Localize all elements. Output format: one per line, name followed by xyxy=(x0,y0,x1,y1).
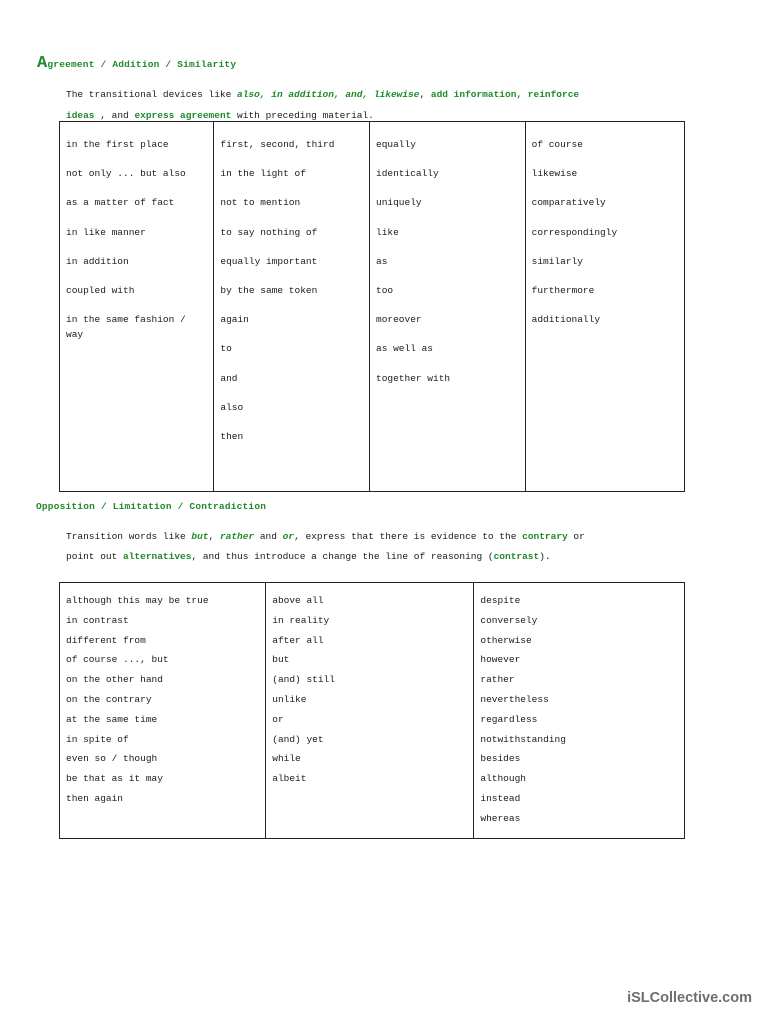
list-item: to xyxy=(220,343,232,355)
list-item: as well as xyxy=(376,343,434,355)
intro-highlight: rather xyxy=(219,531,255,542)
intro-line-1 xyxy=(66,531,666,542)
list-item: in reality xyxy=(272,614,330,626)
list-item: of course xyxy=(531,139,583,150)
list-item: in the first place xyxy=(66,139,169,150)
table-column xyxy=(214,122,370,492)
table-column xyxy=(370,122,526,492)
list-item: together with xyxy=(376,372,451,384)
intro-text: , express that there is evidence to the xyxy=(294,531,523,542)
intro-text: ). xyxy=(539,551,551,562)
list-item: as xyxy=(376,255,388,267)
list-item: (and) still xyxy=(272,674,335,686)
list-item: of course ..., but xyxy=(66,654,169,666)
intro-line-1 xyxy=(66,89,666,100)
list-item: like xyxy=(376,226,399,238)
list-item: likewise xyxy=(531,168,578,180)
table-column xyxy=(60,122,214,492)
list-item: notwithstanding xyxy=(480,733,566,745)
list-item: then xyxy=(220,430,244,442)
intro-text: point out xyxy=(66,551,124,562)
list-item: at the same time xyxy=(66,713,158,725)
title-initial: A xyxy=(37,54,48,73)
list-item: as a matter of fact xyxy=(66,197,175,209)
list-item: although xyxy=(480,773,526,785)
list-item: coupled with xyxy=(66,284,135,296)
list-item: above all xyxy=(272,595,324,606)
list-item: first, second, third xyxy=(220,139,335,150)
list-item: equally important xyxy=(220,255,318,267)
intro-highlight: contrary xyxy=(522,531,568,542)
intro-highlight: alternatives xyxy=(123,551,192,562)
list-item: albeit xyxy=(272,773,307,785)
intro-text: , and thus introduce a change the line of reasoning ( xyxy=(191,551,494,562)
intro-highlight: add information, reinforce xyxy=(430,89,580,100)
list-item: conversely xyxy=(480,614,538,626)
list-item: (and) yet xyxy=(272,733,324,745)
list-item: in the same fashion / way xyxy=(66,314,186,340)
list-item: in contrast xyxy=(66,614,129,626)
list-item: nevertheless xyxy=(480,693,549,705)
section-title-agreement xyxy=(37,54,236,73)
intro-line-2 xyxy=(66,110,666,121)
list-item: then again xyxy=(66,792,124,804)
list-item: too xyxy=(376,284,394,296)
list-item: additionally xyxy=(531,314,601,326)
list-item: correspondingly xyxy=(531,226,618,238)
list-item: and xyxy=(220,372,238,384)
intro-highlight: contrast xyxy=(493,551,540,562)
list-item: in like manner xyxy=(66,226,146,238)
intro-highlight: also, in addition, and, likewise xyxy=(237,89,420,100)
list-item: otherwise xyxy=(480,634,532,646)
intro-highlight: express agreement xyxy=(134,110,232,121)
list-item: to say nothing of xyxy=(220,226,318,238)
list-item: by the same token xyxy=(220,284,318,296)
list-item: comparatively xyxy=(531,197,606,209)
table-column xyxy=(525,122,684,492)
list-item: be that as it may xyxy=(66,773,163,785)
intro-text: or xyxy=(567,531,585,542)
opposition-table xyxy=(59,582,685,839)
list-item: in the light of xyxy=(220,168,306,180)
list-item: or xyxy=(272,713,284,725)
list-item: despite xyxy=(480,595,521,606)
list-item: moreover xyxy=(376,314,422,326)
list-item: even so / though xyxy=(66,753,158,765)
list-item: after all xyxy=(272,634,324,646)
list-item: similarly xyxy=(531,255,583,267)
section-title-opposition: Opposition / Limitation / Contradiction xyxy=(36,501,267,512)
intro-text: Transition words like xyxy=(66,531,192,542)
intro-text: and xyxy=(254,531,283,542)
list-item: instead xyxy=(480,792,521,804)
list-item: while xyxy=(272,753,301,765)
table-row xyxy=(60,583,685,839)
list-item: in addition xyxy=(66,255,129,267)
intro-text: , xyxy=(208,531,220,542)
list-item: furthermore xyxy=(531,284,595,296)
table-column xyxy=(266,583,474,839)
list-item: different from xyxy=(66,634,146,646)
list-item: regardless xyxy=(480,713,538,725)
intro-text: , xyxy=(419,89,431,100)
intro-line-2 xyxy=(66,551,666,562)
list-item: on the other hand xyxy=(66,674,163,686)
list-item: unlike xyxy=(272,693,307,705)
list-item: on the contrary xyxy=(66,693,152,705)
intro-highlight: ideas xyxy=(66,110,95,121)
list-item: not only ... but also xyxy=(66,168,186,180)
intro-highlight: or xyxy=(282,531,295,542)
intro-text: The transitional devices like xyxy=(66,89,238,100)
list-item: whereas xyxy=(480,812,521,824)
list-item: besides xyxy=(480,753,521,765)
list-item: identically xyxy=(376,168,439,180)
intro-text: with preceding material. xyxy=(231,110,374,121)
table-column xyxy=(60,583,266,839)
list-item: again xyxy=(220,314,249,326)
list-item: in spite of xyxy=(66,733,129,745)
list-item: not to mention xyxy=(220,197,301,209)
list-item: rather xyxy=(480,674,515,686)
intro-highlight: but xyxy=(191,531,209,542)
list-item: although this may be true xyxy=(66,595,209,606)
watermark-logo: iSLCollective.com xyxy=(627,990,752,1006)
title-rest: greement / Addition / Similarity xyxy=(47,59,237,70)
table-column xyxy=(474,583,685,839)
table-row xyxy=(60,122,685,492)
list-item: however xyxy=(480,654,521,666)
list-item: uniquely xyxy=(376,197,422,209)
list-item: but xyxy=(272,654,290,666)
agreement-table xyxy=(59,121,685,492)
list-item: also xyxy=(220,401,244,413)
intro-text: , and xyxy=(94,110,135,121)
list-item: equally xyxy=(376,139,416,150)
